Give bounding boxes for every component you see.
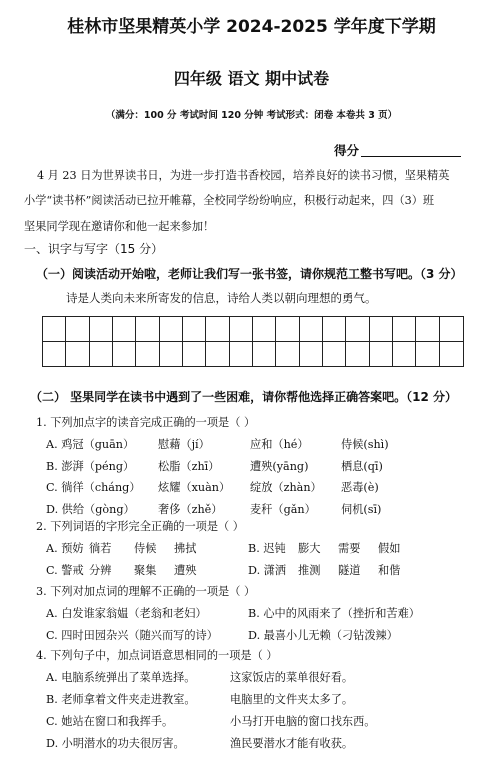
writing-grid-cell[interactable] xyxy=(300,342,323,367)
q4-option-text: 这家饭店的菜单很好看。 xyxy=(230,671,354,684)
q2-option-text: 徜若 xyxy=(89,542,112,555)
question-3-stem: 3. 下列对加点词的理解不正确的一项是（ ） xyxy=(36,585,256,598)
q2-option-text: 需要 xyxy=(338,542,361,555)
writing-grid[interactable] xyxy=(42,316,464,367)
writing-grid-cell[interactable] xyxy=(346,317,369,342)
q3-option-text: C. 四时田园杂兴（随兴而写的诗） xyxy=(46,629,218,642)
intro-line-1: 4 月 23 日为世界读书日，为进一步打造书香校园，培养良好的读书习惯，坚果精英 xyxy=(37,169,450,182)
section-2-title: （二） 坚果同学在读书中遇到了一些困难，请你帮他选择正确答案吧。（12 分） xyxy=(30,390,458,404)
q2-option-text: 膨大 xyxy=(298,542,321,555)
q1-option-text: 奢侈（zhě） xyxy=(158,502,223,516)
writing-grid-cell[interactable] xyxy=(370,317,393,342)
writing-grid-cell[interactable] xyxy=(276,342,299,367)
writing-grid-cell[interactable] xyxy=(136,317,159,342)
q4-option-text: D. 小明潜水的功夫很厉害。 xyxy=(46,737,185,750)
q3-option-text: B. 心中的风雨来了（挫折和苦难） xyxy=(248,607,420,620)
q2-option-text: D. 潇洒 xyxy=(248,564,287,577)
intro-line-2: 小学“读书杯”阅读活动已拉开帷幕，全校同学纷纷响应，积极行动起来，四（3）班 xyxy=(24,194,435,207)
q4-option-text: C. 她站在窗口和我挥手。 xyxy=(46,715,174,728)
q1-option-text: 应和（hé） xyxy=(250,438,309,451)
q3-option-text: A. 白发谁家翁媪（老翁和老妇） xyxy=(46,607,207,620)
section-1-part-1-title: （一）阅读活动开始啦，老师让我们写一张书签，请你规范工整书写吧。（3 分） xyxy=(36,267,463,281)
writing-grid-cell[interactable] xyxy=(43,317,66,342)
q1-option-text: 伺机(sī) xyxy=(341,502,382,516)
q1-option-text: 绽放（zhàn） xyxy=(250,481,322,494)
exam-title: 四年级 语文 期中试卷 xyxy=(173,69,330,88)
writing-grid-cell[interactable] xyxy=(43,342,66,367)
writing-grid-cell[interactable] xyxy=(346,342,369,367)
q1-option-text: 栖息(qī) xyxy=(341,459,383,473)
q2-option-text: 推测 xyxy=(298,564,321,577)
writing-grid-cell[interactable] xyxy=(136,342,159,367)
writing-grid-cell[interactable] xyxy=(323,317,346,342)
question-4-stem: 4. 下列句子中，加点词语意思相同的一项是（ ） xyxy=(36,649,278,662)
q2-option-text: 隧道 xyxy=(338,564,361,577)
q1-option-text: C. 徜徉（cháng） xyxy=(46,481,141,494)
q2-option-text: B. 迟钝 xyxy=(248,542,286,555)
q2-option-text: 分辨 xyxy=(89,564,112,577)
score-field xyxy=(334,141,461,159)
section-1-title: 一、识字与写字（15 分） xyxy=(24,242,164,256)
writing-grid-cell[interactable] xyxy=(253,317,276,342)
q1-option-text: 恶毒(è) xyxy=(341,481,379,494)
writing-grid-cell[interactable] xyxy=(160,317,183,342)
score-blank[interactable] xyxy=(361,144,461,157)
writing-grid-cell[interactable] xyxy=(90,317,113,342)
bookmark-poem-text: 诗是人类向未来所寄发的信息，诗给人类以朝向理想的勇气。 xyxy=(66,291,377,305)
intro-line-3: 坚果同学现在邀请你和他一起来参加！ xyxy=(24,220,215,233)
q3-option-text: D. 最喜小儿无赖（刁钻泼辣） xyxy=(248,629,398,642)
q1-option-text: 炫耀（xuàn） xyxy=(158,481,231,494)
writing-grid-cell[interactable] xyxy=(276,317,299,342)
q4-option-text: A. 电脑系统弹出了菜单选择。 xyxy=(46,671,196,684)
q2-option-text: 聚集 xyxy=(134,564,157,577)
q2-option-text: 拂拭 xyxy=(174,542,197,555)
writing-grid-cell[interactable] xyxy=(393,317,416,342)
writing-grid-cell[interactable] xyxy=(370,342,393,367)
q4-option-text: 电脑里的文件夹太多了。 xyxy=(230,693,354,706)
writing-grid-cell[interactable] xyxy=(416,317,439,342)
writing-grid-cell[interactable] xyxy=(416,342,439,367)
score-label: 得分 xyxy=(334,143,360,158)
writing-grid-cell[interactable] xyxy=(440,342,463,367)
writing-grid-cell[interactable] xyxy=(440,317,463,342)
writing-grid-cell[interactable] xyxy=(206,342,229,367)
q4-option-text: 渔民要潜水才能有收获。 xyxy=(230,737,354,750)
q1-option-text: 侍候(shì) xyxy=(341,438,389,451)
q4-option-text: 小马打开电脑的窗口找东西。 xyxy=(230,715,376,728)
writing-grid-cell[interactable] xyxy=(253,342,276,367)
writing-grid-cell[interactable] xyxy=(66,342,89,367)
writing-grid-cell[interactable] xyxy=(300,317,323,342)
writing-grid-cell[interactable] xyxy=(230,342,253,367)
q2-option-text: 和偕 xyxy=(378,564,401,577)
exam-school-term-title: 桂林市坚果精英小学 2024-2025 学年度下学期 xyxy=(67,17,436,37)
q2-option-text: 遭殃 xyxy=(174,564,197,577)
q1-option-text: A. 鸡冠（guān） xyxy=(46,438,135,451)
q2-option-text: A. 预妨 xyxy=(46,542,84,555)
q1-option-text: B. 澎湃（péng） xyxy=(46,459,135,473)
writing-grid-cell[interactable] xyxy=(323,342,346,367)
writing-grid-cell[interactable] xyxy=(183,317,206,342)
writing-grid-cell[interactable] xyxy=(160,342,183,367)
q2-option-text: 假如 xyxy=(378,542,401,555)
q1-option-text: 遭殃(yāng) xyxy=(250,459,309,473)
writing-grid-cell[interactable] xyxy=(206,317,229,342)
q1-option-text: D. 供给（gòng） xyxy=(46,502,135,516)
question-2-stem: 2. 下列词语的字形完全正确的一项是（ ） xyxy=(36,520,244,533)
writing-grid-cell[interactable] xyxy=(113,342,136,367)
writing-grid-cell[interactable] xyxy=(230,317,253,342)
q1-option-text: 麦秆（gǎn） xyxy=(250,502,316,516)
writing-grid-cell[interactable] xyxy=(90,342,113,367)
writing-grid-cell[interactable] xyxy=(183,342,206,367)
q2-option-text: C. 警戒 xyxy=(46,564,84,577)
writing-grid-cell[interactable] xyxy=(113,317,136,342)
q4-option-text: B. 老师拿着文件夹走进教室。 xyxy=(46,693,196,706)
question-1-stem: 1. 下列加点字的读音完成正确的一项是（ ） xyxy=(36,416,256,429)
q2-option-text: 侍候 xyxy=(134,542,157,555)
exam-meta-info: （满分：100 分 考试时间 120 分钟 考试形式：闭卷 本卷共 3 页） xyxy=(105,110,398,121)
writing-grid-cell[interactable] xyxy=(66,317,89,342)
writing-grid-cell[interactable] xyxy=(393,342,416,367)
q1-option-text: 慰藉（jí） xyxy=(158,438,210,451)
q1-option-text: 松脂（zhī） xyxy=(158,459,220,473)
